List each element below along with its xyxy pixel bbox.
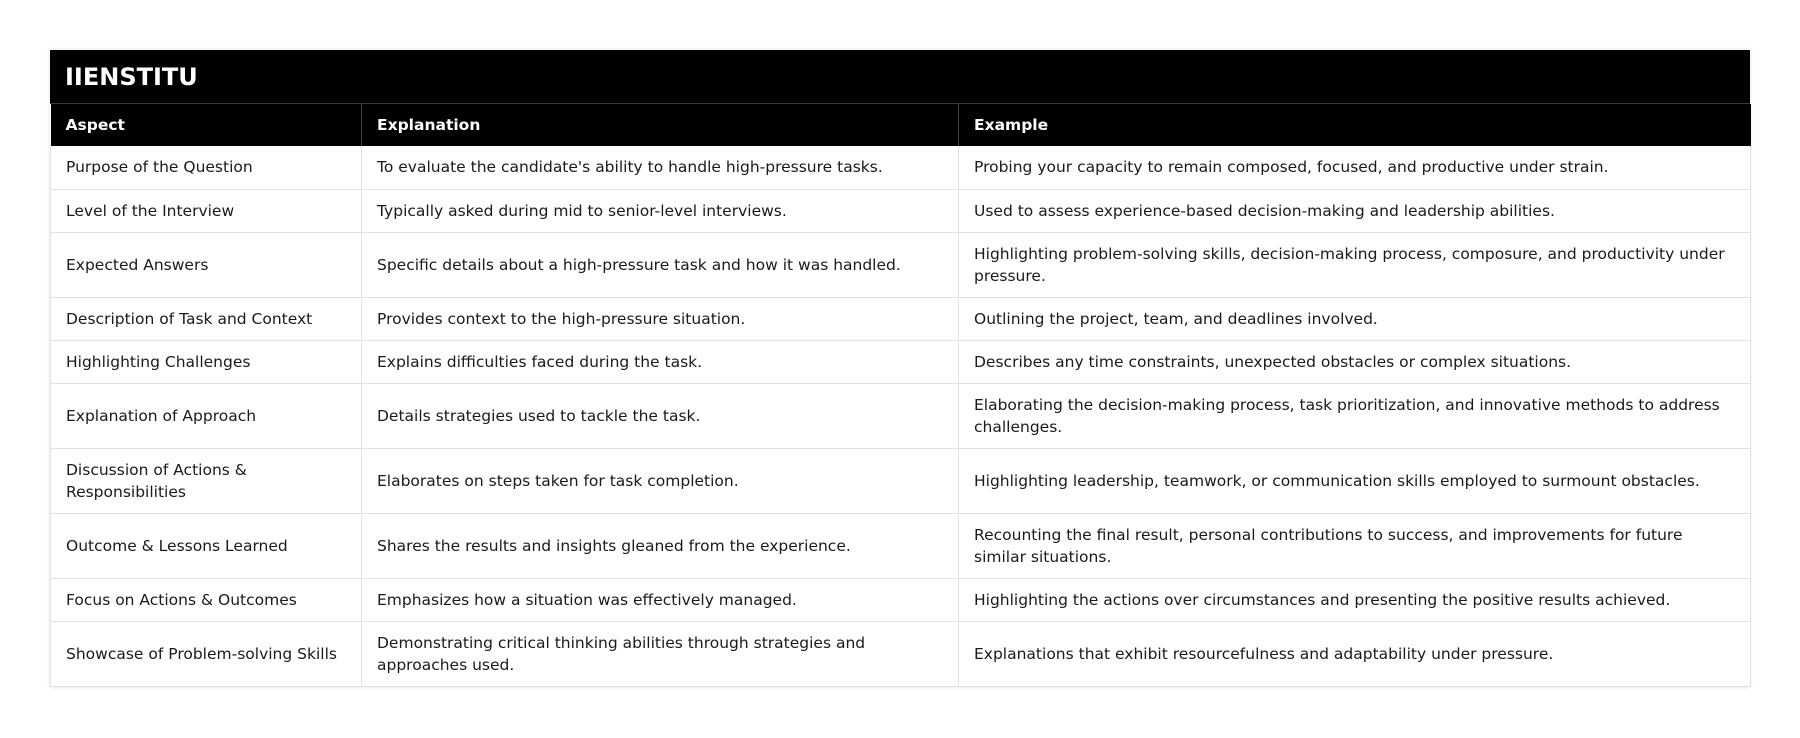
cell-aspect: Description of Task and Context <box>51 297 362 340</box>
header-explanation: Explanation <box>362 104 959 146</box>
header-example: Example <box>959 104 1751 146</box>
cell-aspect: Explanation of Approach <box>51 383 362 448</box>
cell-explanation: Demonstrating critical thinking abilities through strategies and approaches used. <box>362 621 959 686</box>
cell-aspect: Outcome & Lessons Learned <box>51 513 362 578</box>
header-row <box>51 104 1751 146</box>
cell-example: Used to assess experience-based decision-making and leadership abilities. <box>959 189 1751 232</box>
cell-example: Highlighting leadership, teamwork, or communication skills employed to surmount obstacles. <box>959 448 1751 513</box>
info-table-container <box>50 50 1750 687</box>
cell-explanation: Typically asked during mid to senior-level interviews. <box>362 189 959 232</box>
cell-example: Outlining the project, team, and deadlines involved. <box>959 297 1751 340</box>
cell-example: Probing your capacity to remain composed, focused, and productive under strain. <box>959 146 1751 189</box>
table-row <box>51 297 1751 340</box>
cell-explanation: To evaluate the candidate's ability to handle high-pressure tasks. <box>362 146 959 189</box>
header-aspect: Aspect <box>51 104 362 146</box>
cell-explanation: Shares the results and insights gleaned from the experience. <box>362 513 959 578</box>
cell-explanation: Provides context to the high-pressure situation. <box>362 297 959 340</box>
cell-example: Describes any time constraints, unexpected obstacles or complex situations. <box>959 340 1751 383</box>
cell-example: Highlighting the actions over circumstances and presenting the positive results achieved. <box>959 578 1751 621</box>
cell-aspect: Purpose of the Question <box>51 146 362 189</box>
table-row <box>51 578 1751 621</box>
table-row <box>51 621 1751 686</box>
cell-aspect: Discussion of Actions & Responsibilities <box>51 448 362 513</box>
table-body <box>51 146 1751 686</box>
brand-title: IIENSTITU <box>50 50 1750 104</box>
cell-aspect: Level of the Interview <box>51 189 362 232</box>
cell-explanation: Details strategies used to tackle the task. <box>362 383 959 448</box>
table-row <box>51 189 1751 232</box>
table-row <box>51 383 1751 448</box>
cell-aspect: Showcase of Problem-solving Skills <box>51 621 362 686</box>
cell-aspect: Focus on Actions & Outcomes <box>51 578 362 621</box>
table-header <box>51 104 1751 146</box>
cell-explanation: Emphasizes how a situation was effectively managed. <box>362 578 959 621</box>
cell-explanation: Explains difficulties faced during the task. <box>362 340 959 383</box>
table-row <box>51 340 1751 383</box>
table-row <box>51 448 1751 513</box>
table-row <box>51 232 1751 297</box>
cell-example: Elaborating the decision-making process, task prioritization, and innovative methods to address challenges. <box>959 383 1751 448</box>
cell-example: Recounting the final result, personal contributions to success, and improvements for future similar situations. <box>959 513 1751 578</box>
cell-example: Highlighting problem-solving skills, decision-making process, composure, and productivity under pressure. <box>959 232 1751 297</box>
table-row <box>51 146 1751 189</box>
cell-explanation: Elaborates on steps taken for task completion. <box>362 448 959 513</box>
cell-example: Explanations that exhibit resourcefulness and adaptability under pressure. <box>959 621 1751 686</box>
cell-aspect: Highlighting Challenges <box>51 340 362 383</box>
cell-aspect: Expected Answers <box>51 232 362 297</box>
cell-explanation: Specific details about a high-pressure task and how it was handled. <box>362 232 959 297</box>
table-row <box>51 513 1751 578</box>
info-table <box>50 104 1751 687</box>
